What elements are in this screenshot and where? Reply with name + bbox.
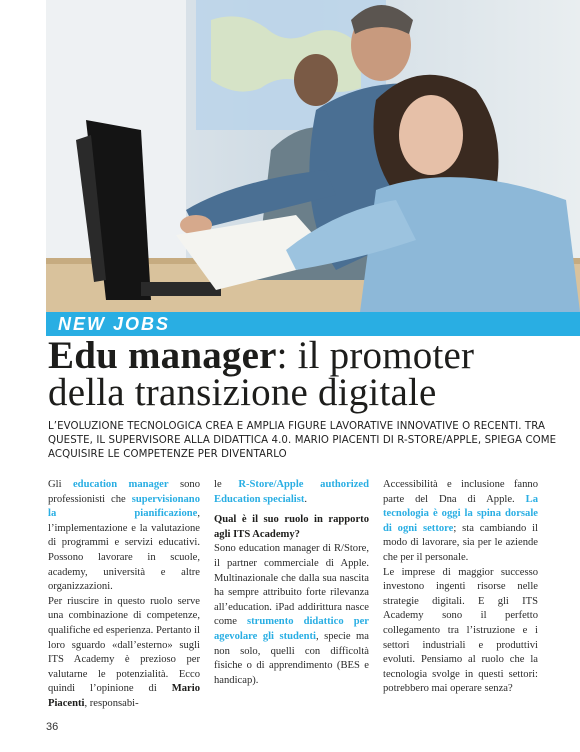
highlight-text: La tecnologia è oggi la spina dorsale di ogni settore (383, 493, 538, 534)
text-run: Sono education manager di R/Store, il partner commerciale di Apple. Multinazionale che dalla sua nascita ha sempre attribuito forte rilevanza all’education. iPad addirittura nasce come (214, 543, 369, 628)
text-run: Gli (48, 479, 73, 490)
text-run: , l’implementazione e la valutazione di programmi e servizi educativi. Possono lavorare in scuole, academy, università e altre organizzazioni. (48, 508, 200, 593)
text-run: . (304, 493, 308, 505)
category-label: NEW JOBS (58, 314, 171, 334)
text-run: ; sta cambiando il modo di lavorare, sia per le aziende che per il personale. (383, 522, 538, 563)
hero-photo (46, 0, 580, 312)
text-run: sono professionisti che (48, 479, 201, 505)
highlight-text: strumento didattico per agevolare gli studenti (214, 616, 369, 642)
headline-line2: della transizione digitale (48, 371, 437, 414)
article-subhead: L’EVOLUZIONE TECNOLOGICA CREA E AMPLIA FIGURE LAVORATIVE INNOVATIVE O RECENTI. TRA QUESTE, IL SUPERVISORE ALLA DIDATTICA 4.0. MARIO PIACENTI DI R-STORE/APPLE, SPIEGA COME ACQUISIRE LE COMPETENZE PER DIVENTARLO (48, 421, 557, 460)
headline-strong: Edu manager (48, 334, 277, 377)
text-run: le (214, 479, 239, 490)
paragraph (214, 542, 369, 688)
paragraph: Le imprese di maggior successo investono ingenti risorse nelle strategie digitali. E gli ITS Academy sono il perfetto collegamento tra l’istruzione e i settori industriali e produttivi evoluti. Pensiamo al ruolo che la tecnologia svolge in questi settori: potrebbero mai operare senza? (383, 566, 538, 695)
text-column-2 (214, 478, 369, 688)
highlight-text: education manager (72, 479, 169, 490)
text-column-1 (48, 478, 200, 712)
person-name: Mario Piacenti (48, 683, 200, 709)
text-run: Per riuscire in questo ruolo serve una combinazione di competenze, qualifiche ed esperienza. Pertanto il loro sguardo «dall’esterno» sugli ITS Academy è prezioso per valutarne le potenzialità. Ecco quindi l’opinione di (48, 595, 200, 695)
highlight-text: supervisionano la pianificazione (48, 493, 200, 520)
interview-question: Qual è il suo ruolo in rapporto agli ITS Academy? (214, 514, 369, 540)
text-run: , responsabi- (84, 697, 139, 709)
paragraph (383, 478, 538, 566)
headline-rest: : il promoter (276, 334, 475, 377)
paragraph (214, 478, 369, 507)
text-run: Accessibilità e inclusione fanno parte del Dna di Apple. (383, 479, 538, 505)
text-run: , specie ma non solo, quelli con difficoltà fisiche o di apprendimento (BES e handicap). (214, 630, 369, 686)
page-number: 36 (46, 721, 59, 733)
paragraph (48, 595, 200, 712)
highlight-text: R-Store/Apple authorized Education specialist (214, 479, 370, 505)
article-headline (48, 334, 578, 414)
paragraph (48, 478, 200, 595)
text-column-3 (383, 478, 538, 697)
